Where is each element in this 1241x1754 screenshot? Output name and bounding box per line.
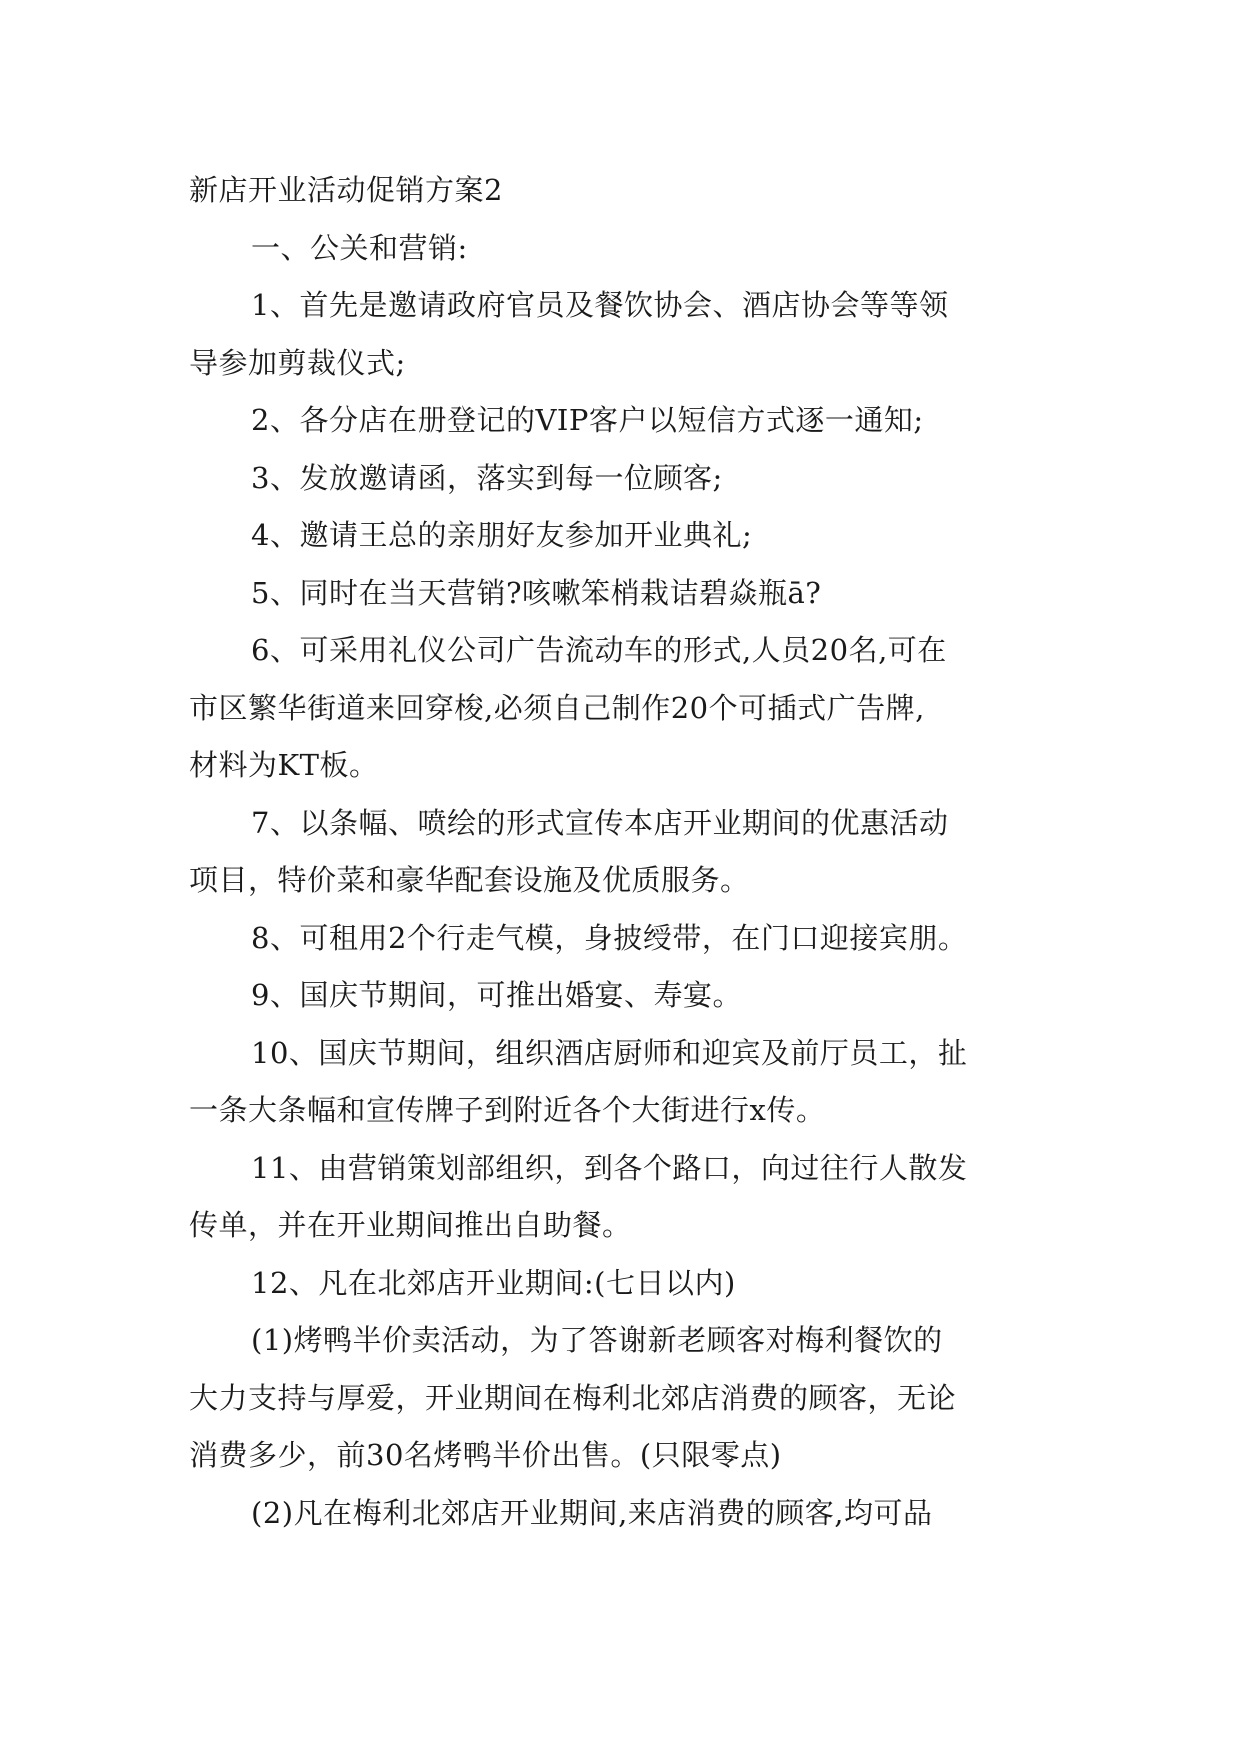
- text-line: 项目，特价菜和豪华配套设施及优质服务。: [189, 863, 750, 897]
- document-body: [189, 162, 1057, 1542]
- text-line: 导参加剪裁仪式;: [189, 345, 406, 380]
- text-line: 6、可采用礼仪公司广告流动车的形式,人员20名,可在: [251, 633, 947, 667]
- text-line: 3、发放邀请函，落实到每一位顾客;: [251, 460, 723, 495]
- text-line: 市区繁华街道来回穿梭,必须自己制作20个可插式广告牌,: [189, 690, 925, 725]
- text-line: 2、各分店在册登记的VIP客户以短信方式逐一通知;: [251, 403, 924, 437]
- text-line: 消费多少，前30名烤鸭半价出售。(只限零点): [189, 1438, 782, 1472]
- text-line: 4、邀请王总的亲朋好友参加开业典礼;: [251, 518, 753, 552]
- text-line: 大力支持与厚爱，开业期间在梅利北郊店消费的顾客，无论: [189, 1380, 957, 1415]
- text-line: 材料为KT板。: [189, 748, 379, 782]
- text-line: 传单，并在开业期间推出自助餐。: [189, 1208, 632, 1242]
- text-line: (1)烤鸭半价卖活动，为了答谢新老顾客对梅利餐饮的: [251, 1323, 943, 1357]
- text-line: 5、同时在当天营销?咳嗽笨梢栽诘碧焱瓶ā?: [251, 575, 822, 610]
- text-line: 9、国庆节期间，可推出婚宴、寿宴。: [251, 978, 742, 1012]
- text-line: 12、凡在北郊店开业期间:(七日以内): [251, 1265, 736, 1300]
- text-line: (2)凡在梅利北郊店开业期间,来店消费的顾客,均可品: [251, 1495, 933, 1530]
- text-line: 8、可租用2个行走气模，身披绶带，在门口迎接宾朋。: [251, 920, 968, 955]
- text-line: 一、公关和营销:: [251, 230, 468, 265]
- text-line: 11、由营销策划部组织，到各个路口，向过往行人散发: [251, 1150, 968, 1185]
- text-line: 7、以条幅、喷绘的形式宣传本店开业期间的优惠活动: [251, 805, 949, 840]
- text-line: 10、国庆节期间，组织酒店厨师和迎宾及前厅员工，扯: [251, 1035, 968, 1070]
- text-line: 一条大条幅和宣传牌子到附近各个大街进行x传。: [189, 1093, 826, 1127]
- text-line: 1、首先是邀请政府官员及餐饮协会、酒店协会等等领: [251, 288, 949, 322]
- document-title: 新店开业活动促销方案2: [189, 173, 503, 207]
